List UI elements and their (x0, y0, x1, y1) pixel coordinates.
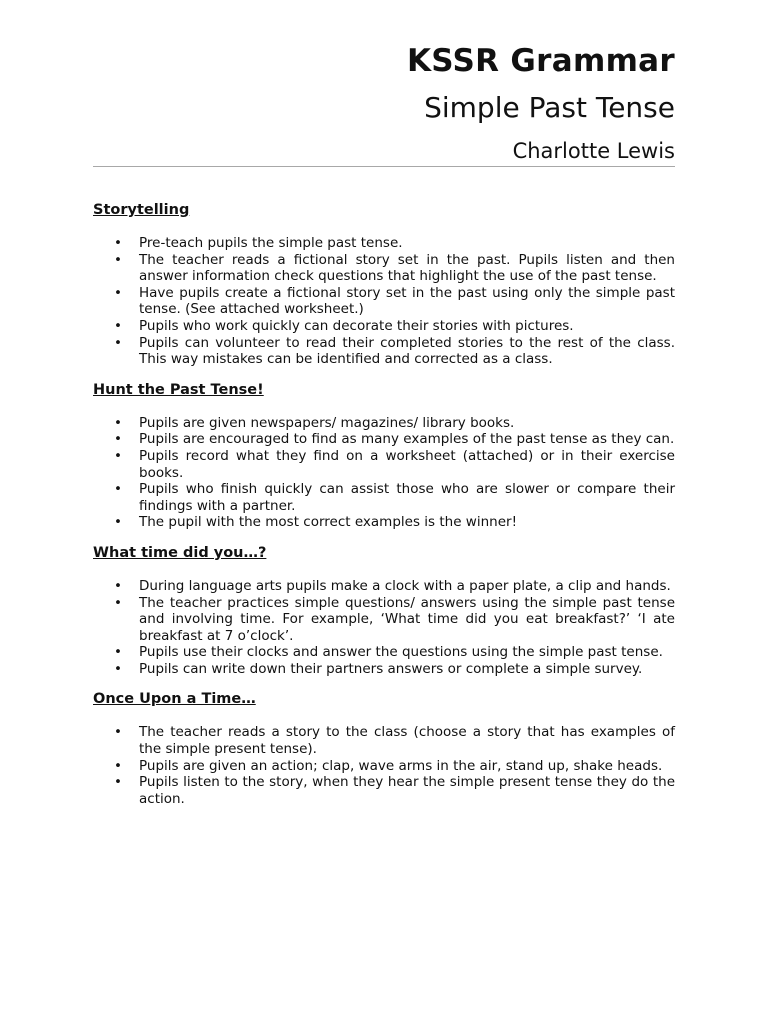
list-item (93, 318, 675, 335)
bullet-icon: • (114, 447, 122, 464)
bullet-icon: • (114, 594, 122, 611)
list-item (93, 285, 675, 318)
list-item (93, 644, 675, 661)
header-divider (93, 166, 675, 167)
section-storytelling (93, 199, 675, 368)
bullet-icon: • (114, 660, 122, 677)
document-subtitle: Simple Past Tense (424, 91, 675, 124)
list-item-text: The pupil with the most correct examples is the winner! (139, 514, 517, 531)
list-item-text: Pupils are given newspapers/ magazines/ library books. (139, 414, 515, 431)
bullet-icon: • (114, 577, 122, 594)
list-item-text: Pupils are encouraged to find as many examples of the past tense as they can. (139, 431, 675, 448)
list-item-text: Pupils use their clocks and answer the questions using the simple past tense. (139, 644, 663, 661)
list-item (93, 514, 675, 531)
list-item-text: Pupils record what they find on a worksheet (attached) or in their exercise books. (139, 447, 675, 481)
bullet-icon: • (114, 431, 122, 448)
list-item (93, 578, 675, 595)
document-page (93, 0, 675, 1024)
bullet-icon: • (114, 644, 122, 661)
list-item (93, 448, 675, 481)
list-item (93, 235, 675, 252)
bullet-icon: • (114, 251, 122, 268)
bullet-icon: • (114, 757, 122, 774)
bullet-icon: • (114, 514, 122, 531)
section-heading: What time did you…? (93, 544, 267, 561)
list-item (93, 335, 675, 368)
list-item (93, 431, 675, 448)
bullet-list (93, 578, 675, 678)
list-item (93, 724, 675, 757)
bullet-icon: • (114, 724, 122, 741)
bullet-icon: • (114, 334, 122, 351)
section-heading: Hunt the Past Tense! (93, 381, 264, 398)
list-item-text: During language arts pupils make a clock with a paper plate, a clip and hands. (139, 577, 671, 594)
document-body (93, 199, 675, 818)
list-item-text: Have pupils create a fictional story set in the past using only the simple past tense. (See attached worksheet.) (139, 284, 675, 318)
bullet-list (93, 415, 675, 531)
list-item (93, 661, 675, 678)
document-author: Charlotte Lewis (512, 139, 675, 163)
document-title: KSSR Grammar (406, 43, 675, 79)
bullet-icon: • (114, 414, 122, 431)
bullet-list (93, 724, 675, 807)
list-item-text: Pupils can volunteer to read their completed stories to the rest of the class. This way mistakes can be identified and corrected as a class. (139, 334, 675, 368)
list-item (93, 758, 675, 775)
list-item-text: Pupils are given an action; clap, wave arms in the air, stand up, shake heads. (139, 757, 663, 774)
list-item (93, 252, 675, 285)
bullet-icon: • (114, 481, 122, 498)
list-item-text: Pupils listen to the story, when they hear the simple present tense they do the action. (139, 774, 675, 807)
section-heading: Once Upon a Time… (93, 691, 256, 708)
section-hunt-the-past-tense (93, 379, 675, 531)
list-item (93, 595, 675, 645)
list-item (93, 481, 675, 514)
bullet-icon: • (114, 284, 122, 301)
bullet-icon: • (114, 774, 122, 791)
list-item (93, 774, 675, 807)
list-item-text: The teacher reads a fictional story set in the past. Pupils listen and then answer information check questions that highlight the use of the past tense. (139, 251, 675, 285)
bullet-list (93, 235, 675, 368)
bullet-icon: • (114, 235, 122, 251)
list-item-text: Pupils who finish quickly can assist those who are slower or compare their findings with a partner. (139, 481, 675, 514)
section-once-upon-a-time (93, 688, 675, 807)
section-heading: Storytelling (93, 202, 190, 218)
list-item-text: The teacher practices simple questions/ answers using the simple past tense and involving time. For example, ‘What time did you eat breakfast?’ ‘I ate breakfast at 7 o’clock’. (139, 594, 675, 644)
list-item-text: Pupils who work quickly can decorate their stories with pictures. (139, 317, 574, 334)
section-what-time-did-you (93, 542, 675, 678)
bullet-icon: • (114, 317, 122, 334)
list-item-text: Pupils can write down their partners answers or complete a simple survey. (139, 660, 643, 677)
list-item-text: The teacher reads a story to the class (choose a story that has examples of the simple present tense). (139, 724, 675, 758)
list-item-text: Pre-teach pupils the simple past tense. (139, 235, 403, 251)
list-item (93, 415, 675, 432)
